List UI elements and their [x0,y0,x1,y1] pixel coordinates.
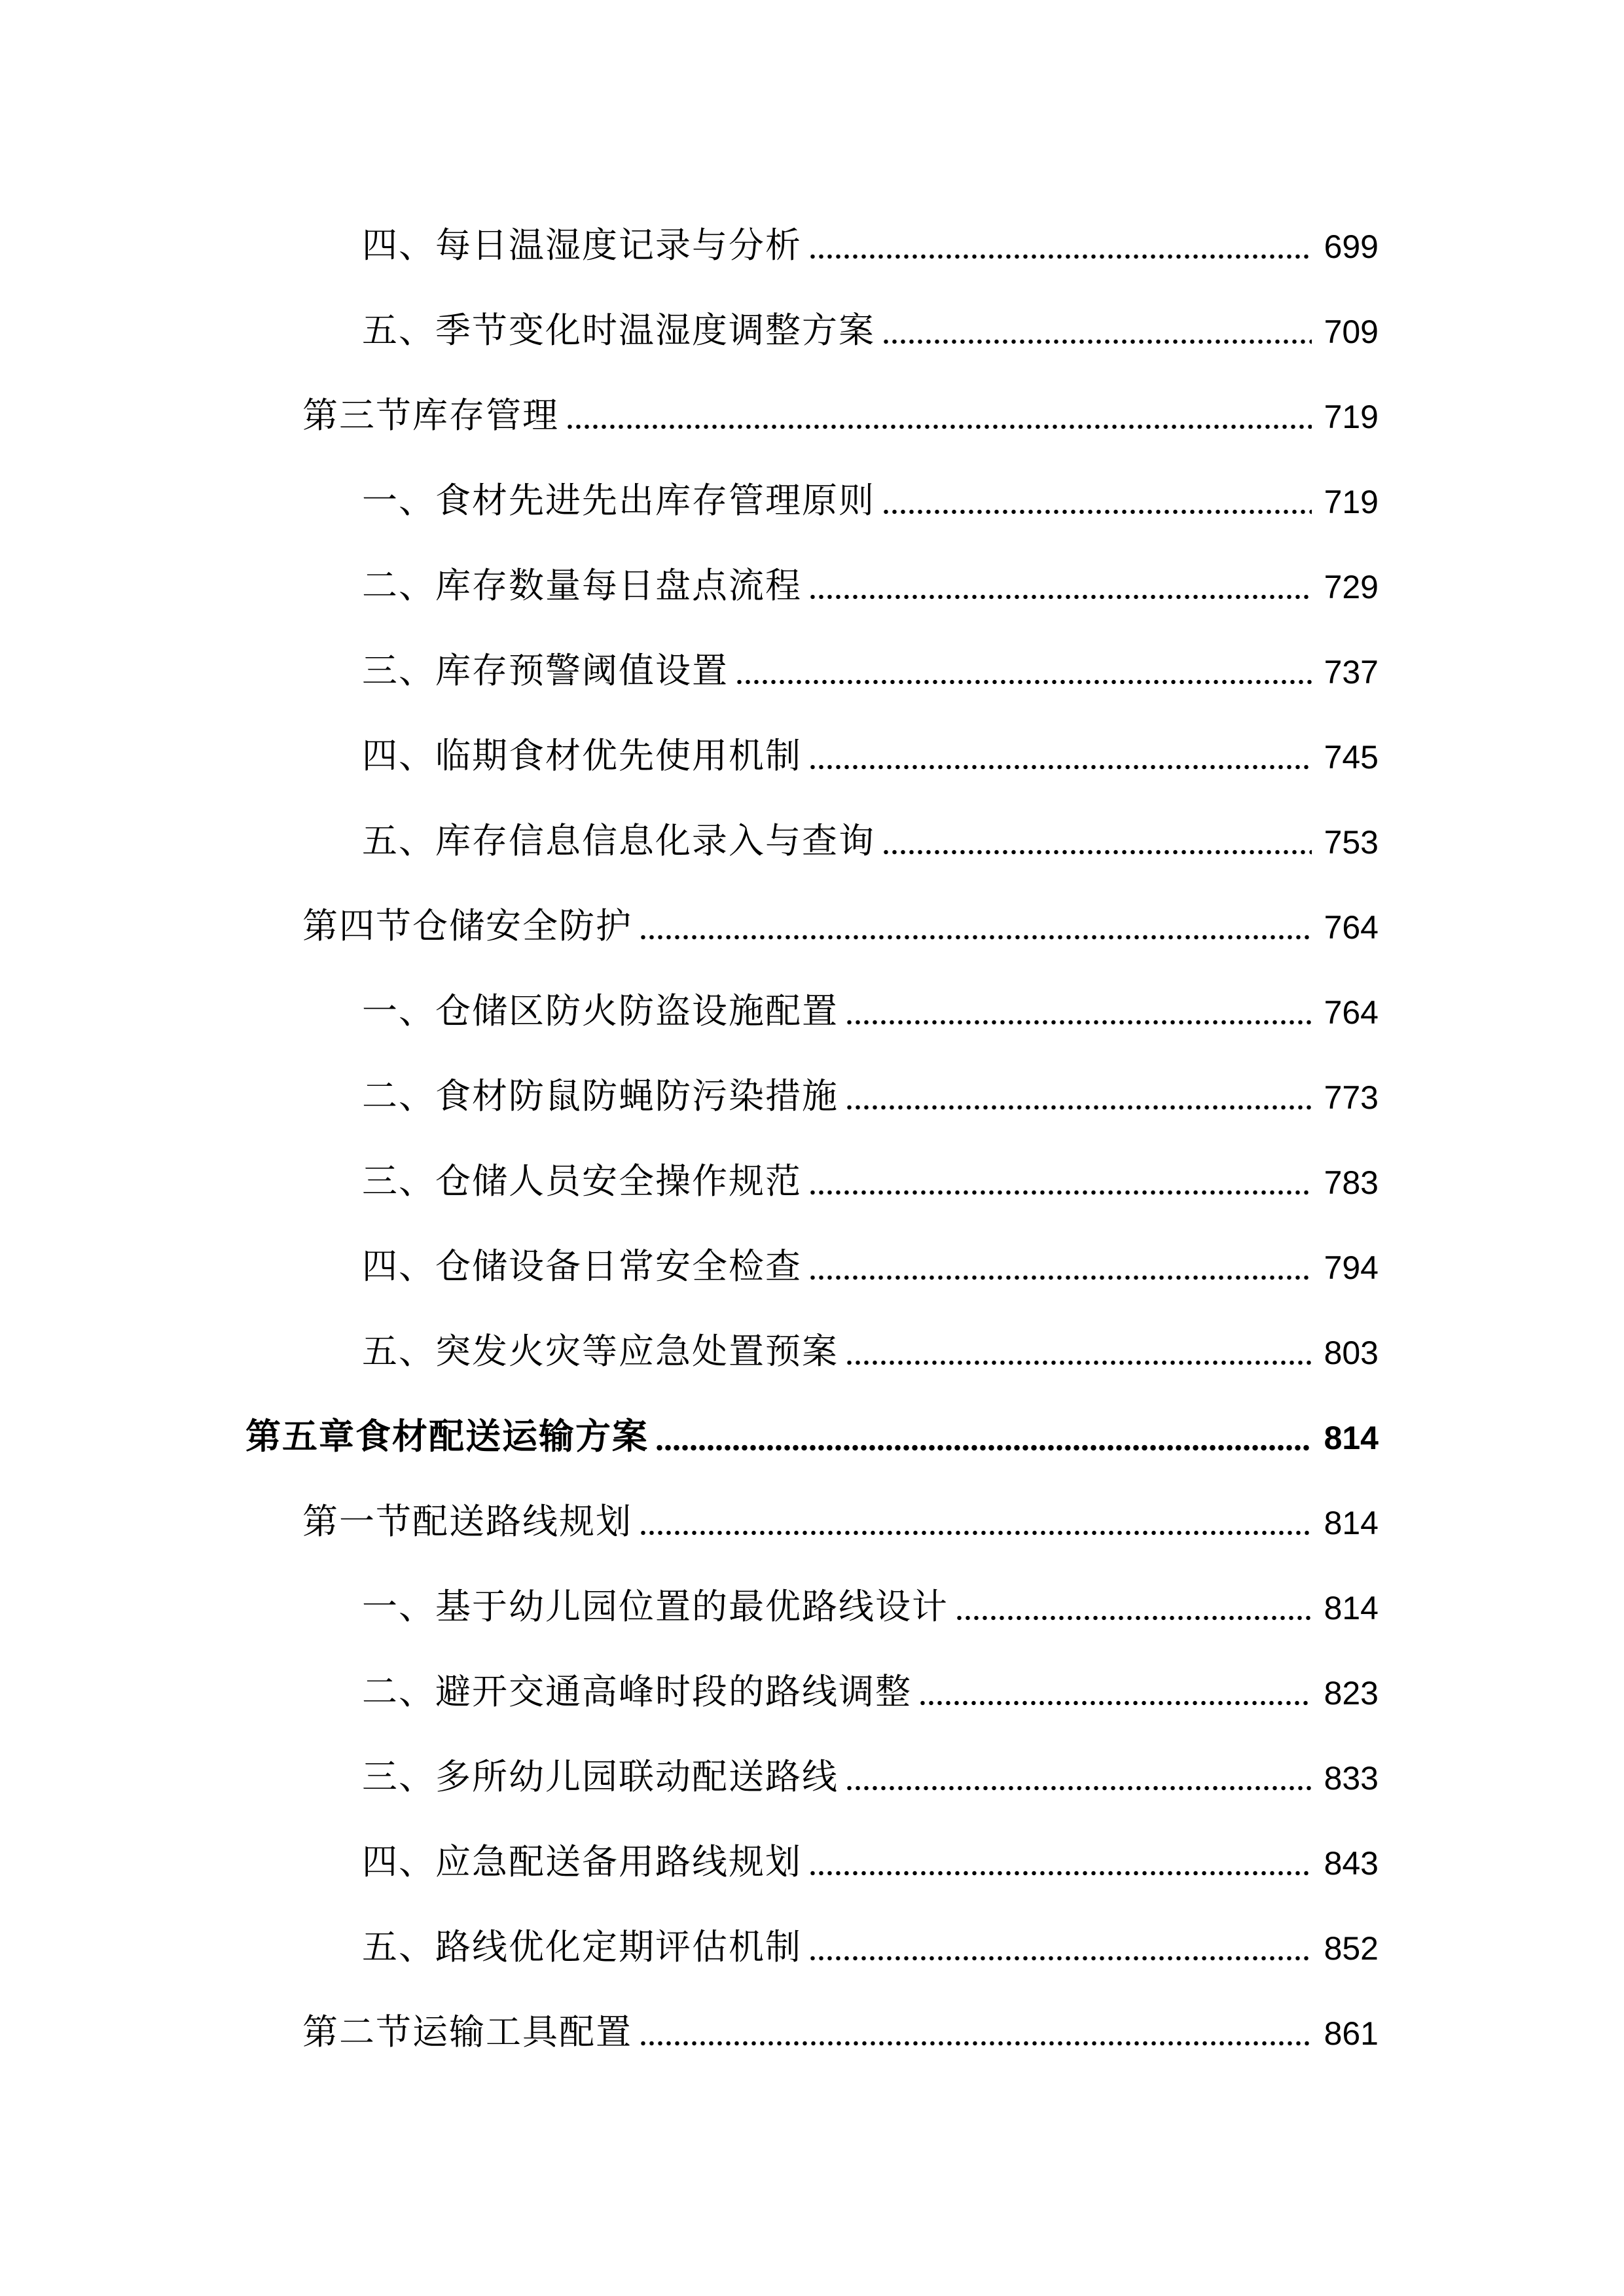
toc-entry[interactable] [0,1216,1624,1301]
toc-entry-page: 843 [1324,1845,1379,1882]
toc-entry-title: 四、应急配送备用路线规划 [362,1841,802,1882]
toc-entry-title: 五、库存信息信息化录入与查询 [362,820,875,861]
dot-leader [808,253,1312,260]
toc-entry-page: 764 [1324,994,1379,1031]
toc-entry-page: 861 [1324,2015,1379,2052]
dot-leader [882,848,1312,856]
toc-entry[interactable] [0,1046,1624,1131]
dot-leader [845,1359,1312,1367]
toc-entry-title: 第一节配送路线规划 [302,1501,632,1542]
toc-entry-title: 一、食材先进先出库存管理原则 [362,480,875,521]
dot-leader [639,933,1312,941]
toc-entry-title: 第三节库存管理 [302,395,559,436]
toc-entry-title: 一、基于幼儿园位置的最优路线设计 [362,1586,948,1627]
toc-entry-title: 一、仓储区防火防盗设施配置 [362,990,839,1031]
toc-entry-title: 四、仓储设备日常安全检查 [362,1246,802,1287]
toc-entry[interactable] [0,280,1624,365]
toc-entry-title: 三、仓储人员安全操作规范 [362,1160,802,1202]
toc-entry[interactable] [0,535,1624,620]
dot-leader [882,338,1312,346]
toc-entry[interactable] [0,195,1624,280]
toc-entry-title: 五、季节变化时温湿度调整方案 [362,310,875,351]
dot-leader [808,763,1312,771]
toc-entry-page: 852 [1324,1930,1379,1967]
dot-leader [808,1274,1312,1282]
toc-entry-title: 第五章食材配送运输方案 [245,1416,649,1457]
toc-entry-title: 三、库存预警阈值设置 [362,650,729,691]
toc-entry-page: 699 [1324,228,1379,265]
toc-entry[interactable] [0,1471,1624,1556]
toc-entry-title: 第四节仓储安全防护 [302,905,632,946]
toc-entry[interactable] [0,620,1624,706]
dot-leader [655,1444,1312,1452]
toc-entry-page: 814 [1324,1590,1379,1626]
toc-entry-page: 794 [1324,1249,1379,1286]
toc-entry-title: 四、每日温湿度记录与分析 [362,224,802,266]
toc-entry[interactable] [0,791,1624,876]
toc-entry[interactable] [0,1131,1624,1216]
dot-leader [808,593,1312,601]
toc-entry-page: 823 [1324,1675,1379,1712]
toc-entry-title: 二、库存数量每日盘点流程 [362,565,802,606]
toc-entry-page: 729 [1324,569,1379,605]
toc-entry-page: 753 [1324,824,1379,861]
toc-entry-title: 五、路线优化定期评估机制 [362,1926,802,1967]
toc-entry-page: 803 [1324,1335,1379,1371]
toc-entry-title: 五、突发火灾等应急处置预案 [362,1331,839,1372]
toc-entry-page: 745 [1324,739,1379,776]
toc-chapter-entry[interactable] [0,1386,1624,1471]
dot-leader [808,1869,1312,1877]
toc-entry[interactable] [0,450,1624,535]
dot-leader [808,1954,1312,1962]
dot-leader [735,678,1312,686]
dot-leader [808,1189,1312,1196]
toc-entry[interactable] [0,876,1624,961]
toc-entry-page: 764 [1324,909,1379,946]
toc-entry-page: 814 [1324,1420,1379,1456]
toc-entry-page: 833 [1324,1760,1379,1797]
dot-leader [639,2039,1312,2047]
toc-entry-page: 719 [1324,399,1379,435]
toc-entry-page: 814 [1324,1505,1379,1541]
toc-entry[interactable] [0,1982,1624,2067]
toc-entry[interactable] [0,1301,1624,1386]
dot-leader [918,1699,1312,1707]
dot-leader [845,1103,1312,1111]
toc-entry[interactable] [0,1556,1624,1641]
toc-entry-page: 783 [1324,1164,1379,1201]
dot-leader [639,1529,1312,1537]
toc-entry[interactable] [0,1641,1624,1727]
toc-entry[interactable] [0,1812,1624,1897]
dot-leader [845,1784,1312,1792]
toc-entry[interactable] [0,1727,1624,1812]
toc-entry-page: 719 [1324,484,1379,520]
toc-entry-title: 第二节运输工具配置 [302,2011,632,2053]
toc-entry-page: 737 [1324,654,1379,691]
toc-entry-page: 773 [1324,1079,1379,1116]
toc-entry[interactable] [0,1897,1624,1982]
table-of-contents [0,195,1624,2067]
toc-entry-title: 四、临期食材优先使用机制 [362,735,802,776]
toc-entry[interactable] [0,365,1624,450]
dot-leader [882,508,1312,516]
toc-entry-title: 二、避开交通高峰时段的路线调整 [362,1671,912,1712]
dot-leader [845,1018,1312,1026]
toc-entry-title: 三、多所幼儿园联动配送路线 [362,1756,839,1797]
toc-entry-page: 709 [1324,314,1379,350]
toc-entry[interactable] [0,961,1624,1046]
toc-entry[interactable] [0,706,1624,791]
toc-entry-title: 二、食材防鼠防蝇防污染措施 [362,1075,839,1117]
dot-leader [566,423,1312,431]
dot-leader [955,1614,1312,1622]
